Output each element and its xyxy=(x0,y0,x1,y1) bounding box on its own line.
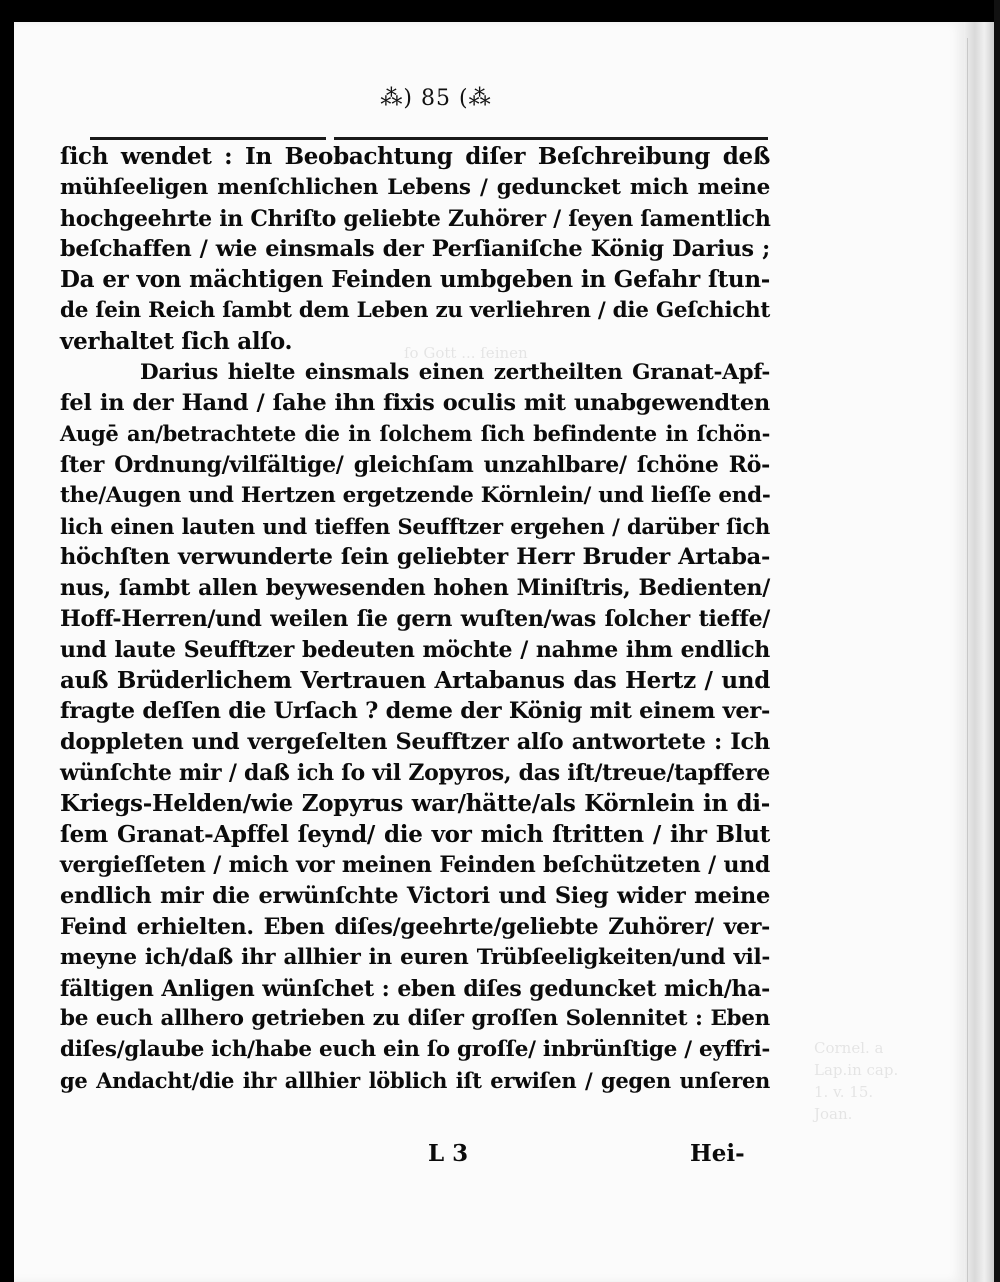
text-line: diſes/glaube ich/habe euch ein ſo groſſe/ inbrünſtige / eyffri- xyxy=(60,1037,770,1063)
scan-border-top xyxy=(0,0,1000,22)
text-line: fältigen Anligen wünſchet : eben diſes geduncket mich/ha- xyxy=(60,975,770,1002)
catchword: Hei- xyxy=(690,1140,745,1167)
text-line: doppleten und vergeſelten Seufftzer alſo antwortete : Ich xyxy=(60,729,770,756)
text-line: endlich mir die erwünſchte Victori und Sieg wider meine xyxy=(60,883,770,910)
header-rule xyxy=(90,137,768,140)
page-header: ⁂) 85 (⁂ xyxy=(380,86,492,111)
text-line: vergieſſeten / mich vor meinen Feinden beſchützeten / und xyxy=(60,852,770,879)
text-line: höchſten verwunderte ſein geliebter Herr Bruder Artaba- xyxy=(60,544,770,571)
page-edge-inner xyxy=(967,38,978,1282)
text-line: und laute Seufftzer bedeuten möchte / nahme ihm endlich xyxy=(60,636,770,663)
text-line: Kriegs-Helden/wie Zopyrus war/hätte/als Körnlein in di- xyxy=(60,789,770,817)
text-line: lich einen lauten und tieffen Seufftzer ergehen / darüber ſich xyxy=(60,513,770,539)
text-line: hochgeehrte in Chriſto geliebte Zuhörer / ſeyen ſamentlich xyxy=(60,205,771,232)
text-line: ſter Ordnung/vilfältige/ gleichſam unzahlbare/ ſchöne Rö- xyxy=(60,451,770,478)
bleed-through-text: ſo Gott ... ſeinen xyxy=(404,344,528,362)
text-line: nus, ſambt allen beywesenden hohen Miniſtris, Bedienten/ xyxy=(60,575,770,602)
text-line: fragte deſſen die Urſach ? deme der König mit einem ver- xyxy=(60,698,770,725)
text-line: Da er von mächtigen Feinden umbgeben in Gefahr ſtun- xyxy=(60,266,770,294)
text-line: mühſeeligen menſchlichen Lebens / geduncket mich meine xyxy=(60,174,770,200)
body-text xyxy=(60,142,770,1097)
text-line: Augē an/betrachtete die in ſolchem ſich befindente in ſchön- xyxy=(60,421,770,447)
text-line: be euch allhero getrieben zu diſer groſſen Solennitet : Eben xyxy=(60,1006,770,1032)
text-line: fel in der Hand / ſahe ihn fixis oculis mit unabgewendten xyxy=(60,390,770,417)
text-line: ſem Granat-Apffel ſeynd/ die vor mich ſtritten / ihr Blut xyxy=(60,820,770,848)
text-line: ge Andacht/die ihr allhier löblich iſt erwiſen / gegen unſeren xyxy=(60,1067,770,1093)
bleed-through-margin-note: Cornel. a Lap.in cap. 1. v. 15. Joan. xyxy=(814,1039,899,1123)
header-rule-gap xyxy=(326,136,334,141)
text-line: ſich wendet : In Beobachtung diſer Beſchreibung deß xyxy=(60,143,770,170)
text-line: meyne ich/daß ihr allhier in euren Trübſeeligkeiten/und vil- xyxy=(60,944,770,970)
text-line: Darius hielte einsmals einen zertheilten Granat-Apf- xyxy=(140,359,770,385)
scan-border-left xyxy=(0,0,14,1282)
text-line: auß Brüderlichem Vertrauen Artabanus das Hertz / und xyxy=(60,666,770,694)
text-line: wünſchte mir / daß ich ſo vil Zopyros, das iſt/treue/tapffere xyxy=(60,759,770,786)
text-line: beſchaffen / wie einsmals der Perſianiſche König Darius ; xyxy=(60,236,770,263)
text-line: Hoff-Herren/und weilen ſie gern wuſten/was ſolcher tieffe/ xyxy=(60,605,770,632)
text-line: the/Augen und Hertzen ergetzende Körnlein/ und lieſſe end- xyxy=(60,482,771,508)
signature-mark: L 3 xyxy=(428,1140,469,1167)
text-line: verhaltet ſich alſo. xyxy=(60,327,293,355)
page-footer xyxy=(0,1140,1000,1174)
text-line: de ſein Reich ſambt dem Leben zu verliehren / die Geſchicht xyxy=(60,297,770,323)
text-line: Feind erhielten. Eben diſes/geehrte/geliebte Zuhörer/ ver- xyxy=(60,913,770,940)
scan-border-right xyxy=(994,0,1000,1282)
